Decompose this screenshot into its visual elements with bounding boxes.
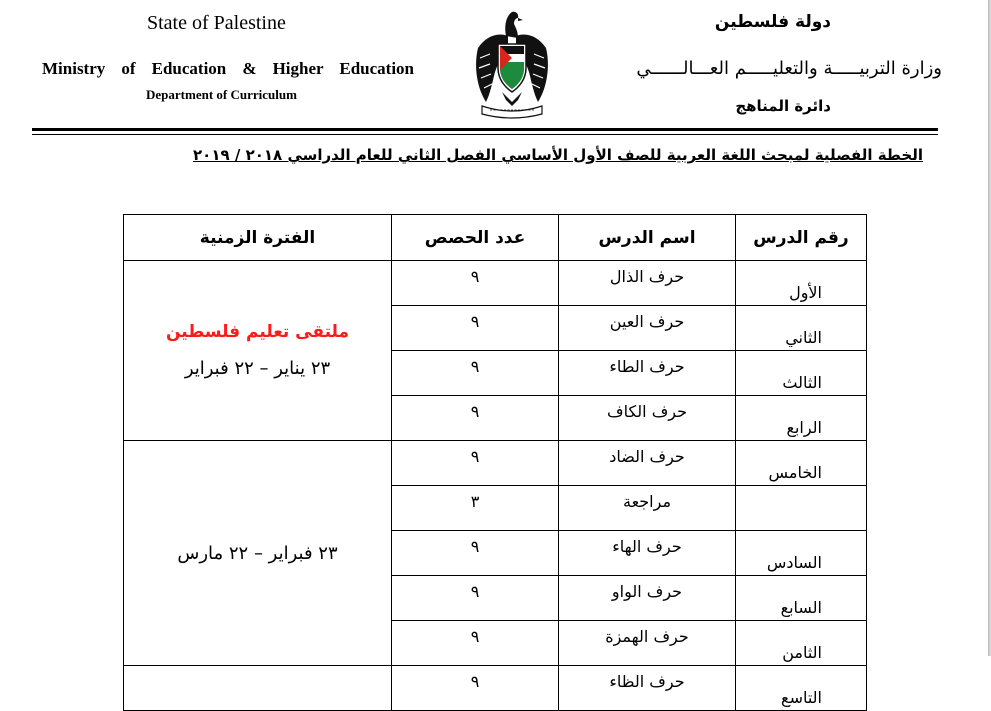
period-range: ٢٣ يناير – ٢٢ فبراير bbox=[184, 358, 331, 379]
class-count: ٩ bbox=[392, 531, 559, 576]
table-header-row bbox=[124, 215, 867, 261]
header-period: الفترة الزمنية bbox=[124, 215, 392, 261]
lesson-number: الأول bbox=[736, 261, 867, 306]
period-cell bbox=[124, 261, 392, 441]
lesson-number: الثامن bbox=[736, 621, 867, 666]
header-department-en: Department of Curriculum bbox=[146, 87, 297, 102]
lesson-name: حرف الواو bbox=[559, 576, 736, 621]
lesson-name: حرف الهمزة bbox=[559, 621, 736, 666]
class-count: ٩ bbox=[392, 306, 559, 351]
header-ministry-ar: وزارة التربيـــــة والتعليـــــم العـــالــــــي bbox=[636, 58, 942, 79]
palestinian-eagle-emblem-icon bbox=[472, 6, 552, 121]
class-count: ٩ bbox=[392, 396, 559, 441]
class-count: ٩ bbox=[392, 351, 559, 396]
header-lesson-name: اسم الدرس bbox=[559, 215, 736, 261]
header-class-count: عدد الحصص bbox=[392, 215, 559, 261]
lesson-name: مراجعة bbox=[559, 486, 736, 531]
header-state-ar: دولة فلسطين bbox=[714, 12, 831, 32]
table-row bbox=[124, 261, 867, 306]
period-range: ٢٣ فبراير – ٢٢ مارس bbox=[177, 542, 338, 564]
class-count: ٩ bbox=[392, 261, 559, 306]
lesson-number: التاسع bbox=[736, 666, 867, 711]
lesson-number: الرابع bbox=[736, 396, 867, 441]
lesson-plan-table bbox=[123, 214, 867, 711]
lesson-number: السادس bbox=[736, 531, 867, 576]
header-rule-thick bbox=[32, 128, 938, 131]
header-rule-thin bbox=[32, 134, 938, 135]
class-count: ٩ bbox=[392, 621, 559, 666]
lesson-number: الخامس bbox=[736, 441, 867, 486]
table-row bbox=[124, 666, 867, 711]
lesson-name: حرف الضاد bbox=[559, 441, 736, 486]
period-cell bbox=[124, 666, 392, 711]
lesson-number bbox=[736, 486, 867, 531]
lesson-name: حرف الطاء bbox=[559, 351, 736, 396]
header-department-ar: دائرة المناهج bbox=[735, 97, 831, 115]
class-count: ٩ bbox=[392, 666, 559, 711]
period-cell bbox=[124, 441, 392, 666]
lesson-name: حرف العين bbox=[559, 306, 736, 351]
plan-title: الخطة الفصلية لمبحث اللغة العربية للصف الأول الأساسي الفصل الثاني للعام الدراسي ٢٠١٨ / ٢٠١٩ bbox=[193, 146, 923, 164]
table-row bbox=[124, 441, 867, 486]
header-ministry-en: Ministry of Education & Higher Education bbox=[42, 59, 414, 78]
class-count: ٩ bbox=[392, 576, 559, 621]
lesson-name: حرف الذال bbox=[559, 261, 736, 306]
period-note: ملتقى تعليم فلسطين bbox=[165, 322, 350, 342]
class-count: ٣ bbox=[392, 486, 559, 531]
lesson-name: حرف الكاف bbox=[559, 396, 736, 441]
lesson-number: الثاني bbox=[736, 306, 867, 351]
lesson-name: حرف الظاء bbox=[559, 666, 736, 711]
header-lesson-number: رقم الدرس bbox=[736, 215, 867, 261]
header-state-en: State of Palestine bbox=[147, 12, 286, 34]
lesson-number: الثالث bbox=[736, 351, 867, 396]
lesson-name: حرف الهاء bbox=[559, 531, 736, 576]
lesson-number: السابع bbox=[736, 576, 867, 621]
class-count: ٩ bbox=[392, 441, 559, 486]
